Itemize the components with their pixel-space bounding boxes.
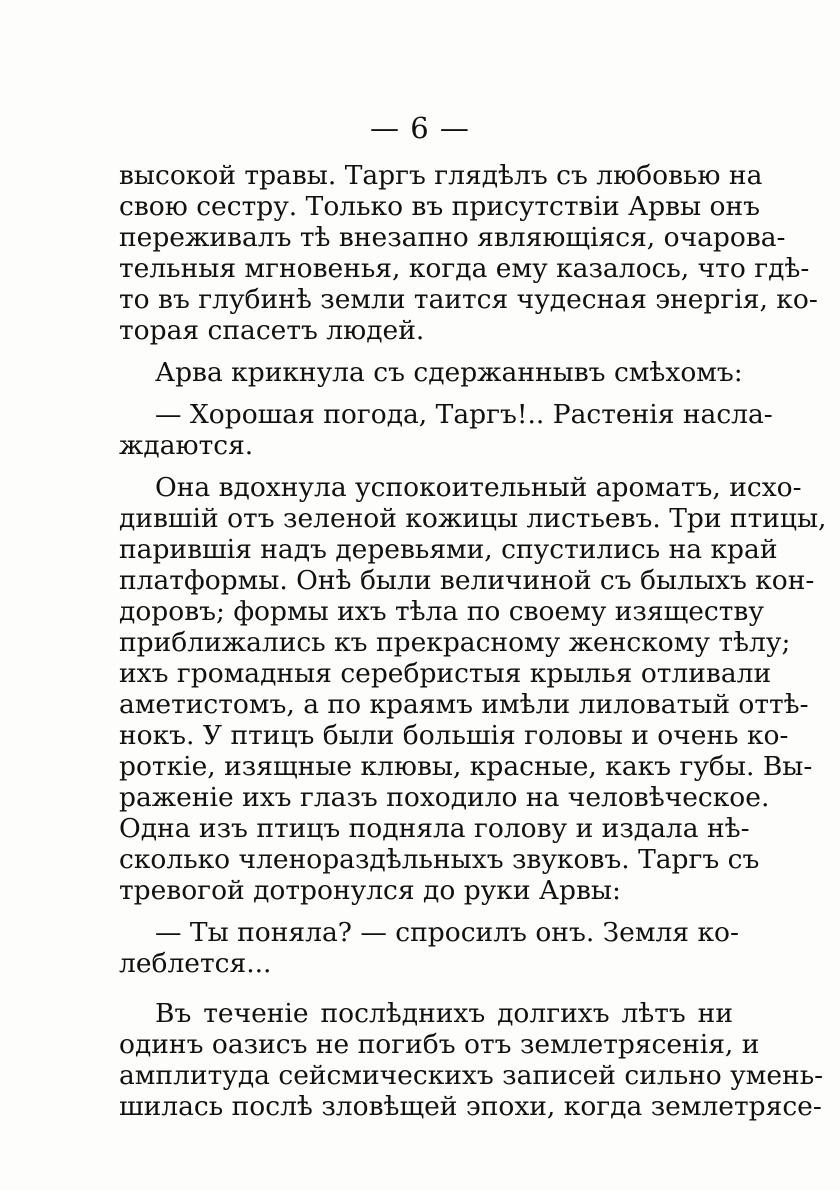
- text-line: леблется...: [119, 948, 272, 979]
- text-line: торая спасетъ людей.: [119, 315, 425, 346]
- text-line: — Ты поняла? — спросилъ онъ. Земля ко-: [155, 917, 739, 948]
- text-line: Она вдохнула успокоительный ароматъ, исхо-: [155, 472, 802, 503]
- paragraph: [119, 357, 743, 388]
- text-line: одинъ оазисъ не погибъ отъ землетрясенія, и: [119, 1029, 760, 1060]
- text-line: доровъ; формы ихъ тѣла по своему изяществу: [119, 596, 764, 627]
- text-line: нокъ. У птицъ были большія головы и очень ко-: [119, 720, 789, 751]
- text-line: платформы. Онѣ были величиной съ былыхъ кон-: [119, 565, 815, 596]
- text-line: дившій отъ зеленой кожицы листьевъ. Три птицы,: [119, 503, 827, 534]
- text-line: амплитуда сейсмическихъ записей сильно умень-: [119, 1060, 824, 1091]
- text-line: шилась послѣ зловѣщей эпохи, когда землетрясе-: [119, 1091, 822, 1122]
- body-text: [119, 160, 827, 1122]
- text-line: — Хорошая погода, Таргъ!.. Растенія насла-: [155, 399, 773, 430]
- text-line: раженіе ихъ глазъ походило на человѣческое.: [119, 782, 770, 813]
- text-line: сколько членораздѣльныхъ звуковъ. Таргъ съ: [119, 844, 760, 875]
- text-line: Арва крикнула съ сдержаннывъ смѣхомъ:: [155, 357, 743, 388]
- paragraph: [119, 917, 739, 979]
- text-line: ждаются.: [119, 430, 254, 461]
- text-line: тревогой дотронулся до руки Арвы:: [119, 875, 621, 906]
- text-line: то въ глубинѣ земли таится чудесная энергія, ко-: [119, 284, 818, 315]
- paragraph: [119, 399, 773, 461]
- page-number: — 6 —: [370, 111, 470, 145]
- text-line: приближались къ прекрасному женскому тѣлу;: [119, 627, 791, 658]
- text-line: высокой травы. Таргъ глядѣлъ съ любовью на: [119, 160, 763, 191]
- paragraph: [119, 998, 824, 1122]
- text-line: Одна изъ птицъ подняла голову и издала нѣ-: [119, 813, 750, 844]
- paragraph: [119, 472, 827, 906]
- paragraph: [119, 160, 818, 346]
- text-line: ихъ громадныя серебристыя крылья отливали: [119, 658, 772, 689]
- text-line: аметистомъ, а по краямъ имѣли лиловатый оттѣ-: [119, 689, 809, 720]
- text-line: парившія надъ деревьями, спустились на край: [119, 534, 778, 565]
- text-line: роткіе, изящные клювы, красные, какъ губы. Вы-: [119, 751, 813, 782]
- text-line: свою сестру. Только въ присутствіи Арвы онъ: [119, 191, 760, 222]
- text-line: тельныя мгновенья, когда ему казалось, что гдѣ-: [119, 253, 810, 284]
- text-line: переживалъ тѣ внезапно являющіяся, очарова-: [119, 222, 786, 253]
- text-line: Въ теченіе послѣднихъ долгихъ лѣтъ ни: [155, 998, 733, 1029]
